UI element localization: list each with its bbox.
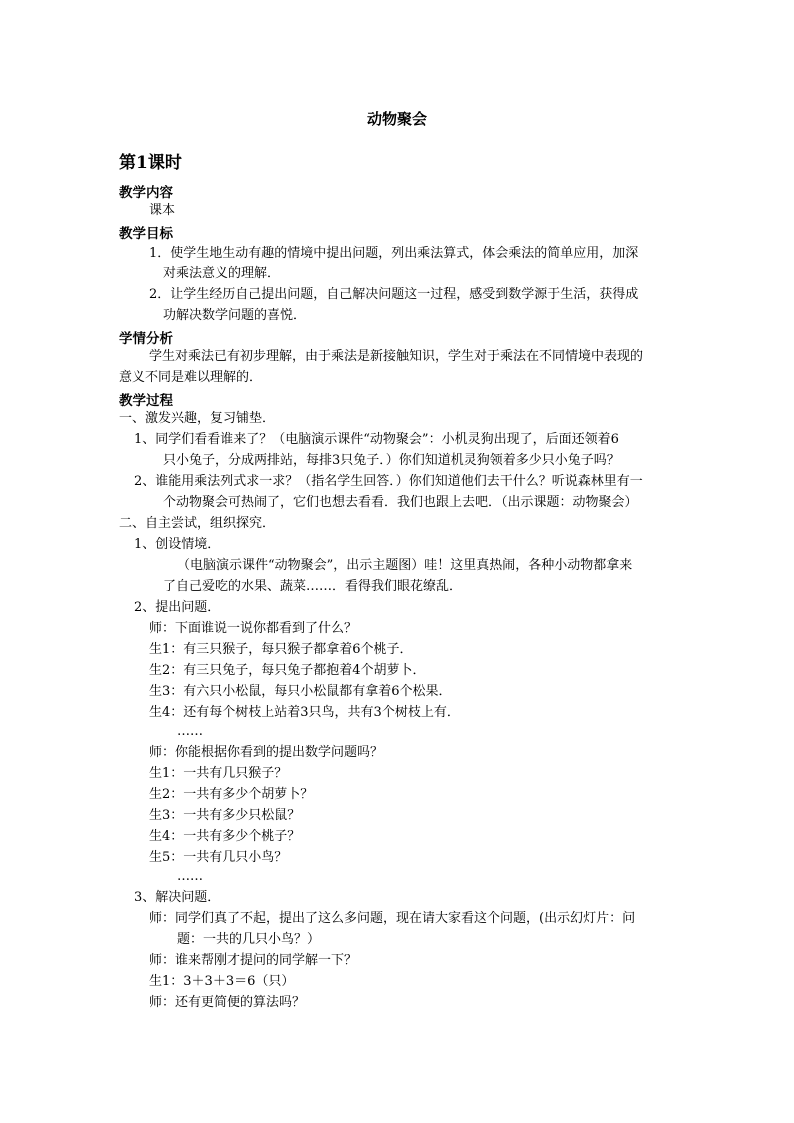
- content-text: 课本: [149, 203, 176, 218]
- answer-line-1: 生1：3＋3＋3＝6（只）: [149, 974, 295, 989]
- teacher-line-3b: 题：一共的几只小鸟？）: [177, 932, 321, 947]
- process-2-2: 2、提出问题．: [134, 600, 221, 615]
- process-2-3: 3、解决问题．: [134, 890, 221, 905]
- question-line-4: 生4：一共有多少个桃子？: [149, 829, 301, 844]
- goal-2-line-1: 2．让学生经历自己提出问题，自己解决问题这一过程，感受到数学源于生活，获得成: [149, 287, 639, 302]
- teacher-line-5: 师：还有更简便的算法吗？: [149, 995, 306, 1010]
- student-line-4: 生4：还有每个树枝上站着3只鸟，共有3个树枝上有．: [149, 705, 460, 720]
- student-line-1: 生1：有三只猴子，每只猴子都拿着6个桃子．: [149, 642, 413, 657]
- process-2-1: 1、创设情境．: [134, 537, 221, 552]
- process-1-1-line-1: 1、同学们看看谁来了？（电脑演示课件“动物聚会”：小机灵狗出现了，后面还领着6: [134, 432, 619, 447]
- process-1-1-line-2: 只小兔子，分成两排站，每排3只兔子．）你们知道机灵狗领着多少只小兔子吗？: [163, 453, 620, 468]
- process-1-2-line-2: 个动物聚会可热闹了，它们也想去看看．我们也跟上去吧．（出示课题：动物聚会）: [163, 495, 638, 510]
- teacher-line-2: 师：你能根据你看到的提出数学问题吗？: [149, 745, 384, 760]
- ellipsis-2: ……: [177, 869, 203, 884]
- analysis-line-1: 学生对乘法已有初步理解，由于乘法是新接触知识，学生对于乘法在不同情境中表现的: [149, 349, 644, 364]
- section-heading-goals: 教学目标: [119, 226, 173, 242]
- goal-2-line-2: 功解决数学问题的喜悦．: [163, 308, 307, 323]
- goal-1-line-1: 1．使学生地生动有趣的情境中提出问题，列出乘法算式，体会乘法的简单应用，加深: [149, 246, 639, 261]
- process-part-1: 一、激发兴趣，复习铺垫．: [119, 411, 276, 426]
- question-line-2: 生2：一共有多少个胡萝卜？: [149, 787, 314, 802]
- teacher-line-4: 师：谁来帮刚才提问的同学解一下？: [149, 953, 358, 968]
- goal-1-line-2: 对乘法意义的理解．: [163, 266, 281, 281]
- analysis-line-2: 意义不同是难以理解的．: [119, 370, 263, 385]
- section-heading-content: 教学内容: [119, 185, 173, 201]
- student-line-3: 生3：有六只小松鼠，每只小松鼠都有拿着6个松果．: [149, 684, 452, 699]
- process-1-2-line-1: 2、谁能用乘法列式求一求？（指名学生回答．）你们知道他们去干什么？听说森林里有一: [134, 474, 643, 489]
- student-line-2: 生2：有三只兔子，每只兔子都抱着4个胡萝卜．: [149, 663, 426, 678]
- teacher-line-1: 师：下面谁说一说你都看到了什么？: [149, 621, 358, 636]
- ellipsis-1: ……: [177, 724, 203, 739]
- section-heading-process: 教学过程: [119, 393, 173, 409]
- question-line-1: 生1：一共有几只猴子？: [149, 766, 288, 781]
- question-line-5: 生5：一共有几只小鸟？: [149, 850, 288, 865]
- doc-title: 动物聚会: [366, 110, 427, 128]
- process-2-1-line-2: 了自己爱吃的水果、蔬菜……．看得我们眼花缭乱．: [163, 579, 463, 594]
- teacher-line-3a: 师：同学们真了不起，提出了这么多问题，现在请大家看这个问题，(出示幻灯片：问: [149, 911, 636, 926]
- process-2-1-line-1: （电脑演示课件“动物聚会”，出示主题图）哇！这里真热闹，各种小动物都拿来: [177, 558, 633, 573]
- lesson-heading: 第1课时: [119, 153, 182, 173]
- process-part-2: 二、自主尝试，组织探究．: [119, 516, 276, 531]
- section-heading-analysis: 学情分析: [119, 331, 173, 347]
- question-line-3: 生3：一共有多少只松鼠？: [149, 808, 301, 823]
